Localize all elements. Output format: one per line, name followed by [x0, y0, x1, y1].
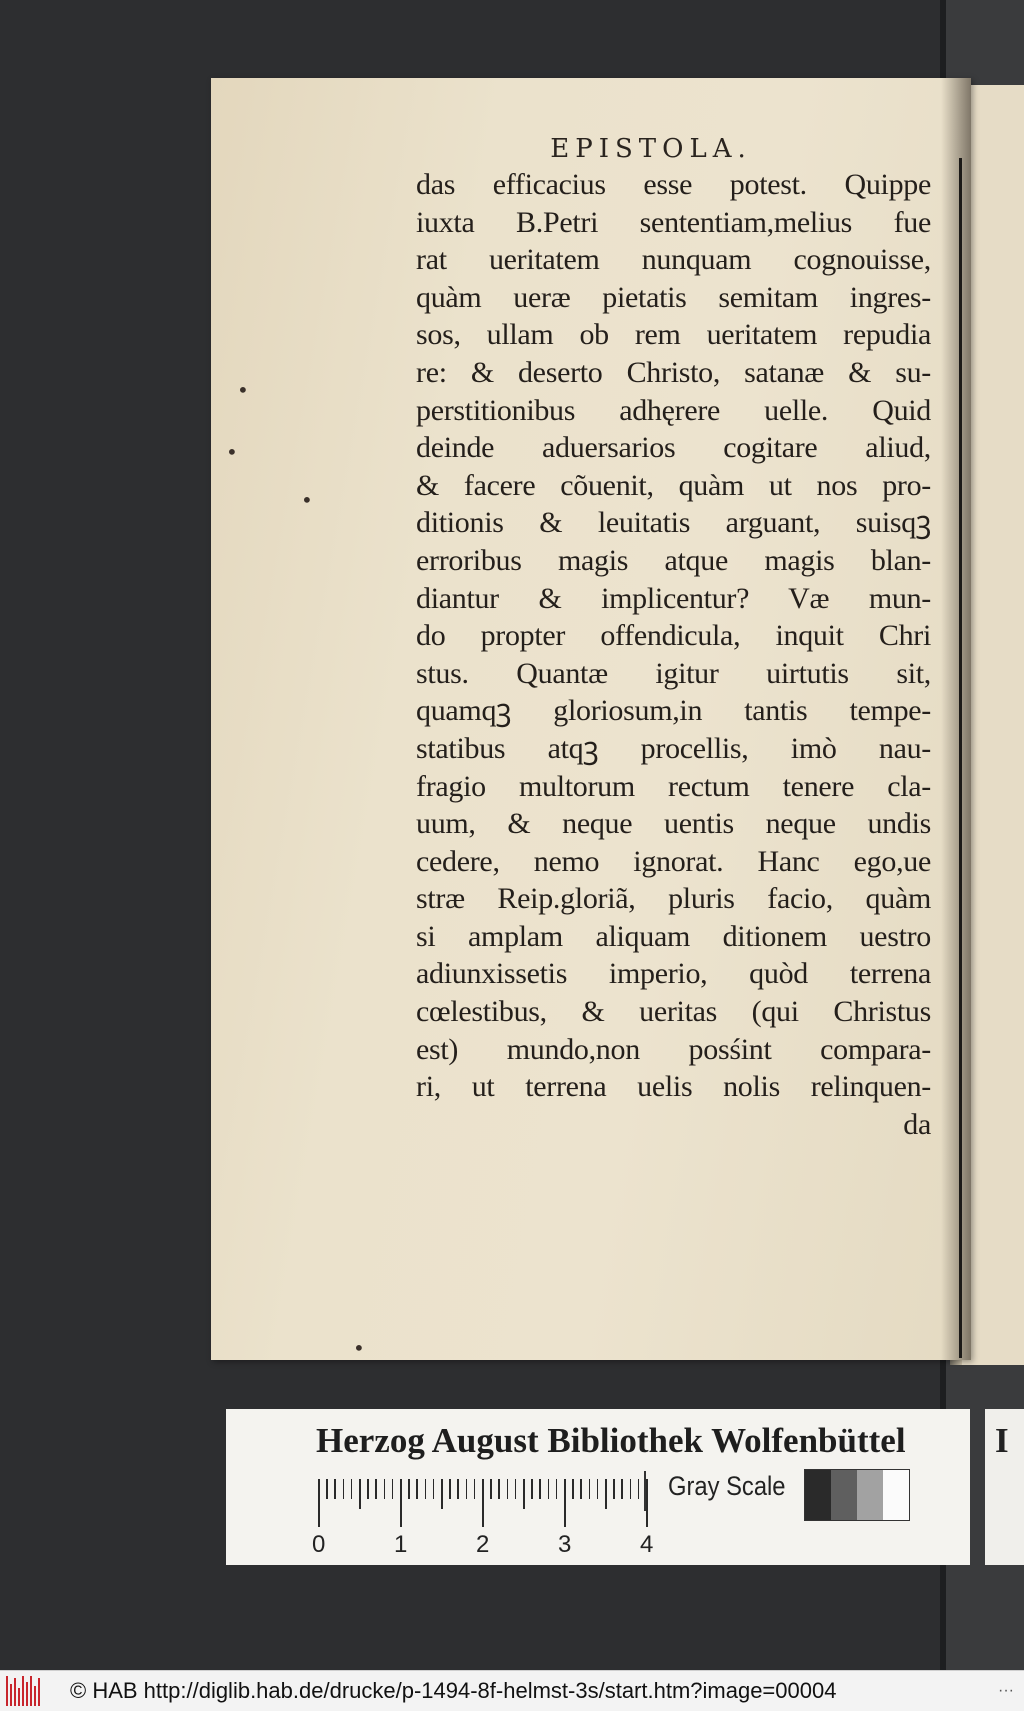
ruler-tick [539, 1479, 541, 1499]
color-calibration-card [226, 1409, 970, 1565]
catchword: da [903, 1107, 931, 1141]
facing-card-glyph: I [995, 1421, 1009, 1460]
ruler-tick [425, 1479, 427, 1499]
ruler-separator [644, 1471, 646, 1511]
logo-bar [38, 1678, 40, 1706]
ruler-number: 0 [312, 1531, 326, 1558]
text-line: re: & deserto Christo, satanæ & su- [416, 355, 931, 389]
ruler-tick [507, 1479, 509, 1499]
running-head: EPISTOLA. [550, 134, 752, 164]
ruler-tick [515, 1479, 517, 1499]
text-line: statibus atqꝫ procellis, imò nau- [416, 731, 931, 765]
ruler-tick [638, 1479, 640, 1499]
more-icon[interactable]: ··· [998, 1682, 1014, 1699]
ruler-tick [408, 1479, 410, 1499]
text-line: est) mundo,non posśint compara- [416, 1032, 931, 1066]
ruler-tick [580, 1479, 582, 1499]
ruler-tick [441, 1479, 443, 1509]
ruler-tick [572, 1479, 574, 1499]
text-line: das efficacius esse potest. Quippe [416, 168, 931, 201]
ruler-tick [498, 1479, 500, 1499]
ruler-tick [490, 1479, 492, 1499]
source-caption[interactable]: © HAB http://diglib.hab.de/drucke/p-1494-8f-helmst-3s/start.htm?image=00004 [70, 1678, 837, 1703]
ruler-tick [605, 1479, 607, 1509]
ruler-number: 4 [640, 1531, 654, 1558]
margin-dot: • [237, 378, 249, 402]
margin-dot: • [301, 488, 313, 512]
gray-swatch [883, 1470, 909, 1520]
ruler-tick [621, 1479, 623, 1499]
margin-dot: • [353, 1336, 365, 1360]
logo-bar [10, 1684, 12, 1706]
text-line: iuxta B.Petri sententiam,melius fue [416, 205, 931, 239]
ruler-number: 1 [394, 1531, 408, 1558]
ruler-tick [326, 1479, 328, 1499]
facing-color-card [985, 1409, 1024, 1565]
gray-swatch [831, 1470, 857, 1520]
text-line: cedere, nemo ignorat. Hanc ego,ue [416, 844, 931, 878]
ruler-tick [613, 1479, 615, 1499]
text-line: rat ueritatem nunquam cognouisse, [416, 243, 931, 277]
hab-logo-icon [6, 1676, 52, 1706]
ruler-tick [589, 1479, 591, 1499]
page-spine-shadow [941, 78, 971, 1360]
text-line: diantur & implicentur? Væ mun- [416, 581, 931, 615]
text-line: adiunxissetis imperio, quòd terrena [416, 957, 931, 991]
ruler-tick [466, 1479, 468, 1499]
text-line: si amplam aliquam ditionem uestro [416, 919, 931, 953]
text-line: ri, ut terrena uelis nolis relinquen- [416, 1070, 931, 1104]
logo-bar [18, 1688, 20, 1706]
text-line: uum, & neque uentis neque undis [416, 807, 931, 841]
ruler-tick [646, 1479, 648, 1527]
ruler-tick [392, 1479, 394, 1499]
ruler-tick [359, 1479, 361, 1509]
book-page [211, 78, 971, 1360]
ruler-tick [334, 1479, 336, 1499]
ruler-tick [548, 1479, 550, 1499]
ruler-tick [449, 1479, 451, 1499]
ruler-tick [482, 1479, 484, 1527]
ruler [312, 1475, 654, 1558]
ruler-number: 3 [558, 1531, 572, 1558]
gray-scale-swatches [804, 1469, 910, 1521]
logo-bar [6, 1676, 8, 1706]
text-line: cœlestibus, & ueritas (qui Christus [416, 995, 931, 1029]
logo-bar [14, 1678, 16, 1706]
ruler-tick [523, 1479, 525, 1509]
text-line: erroribus magis atque magis blan- [416, 543, 931, 577]
gray-swatch [805, 1470, 831, 1520]
text-line: fragio multorum rectum tenere cla- [416, 769, 931, 803]
text-block [416, 166, 931, 1143]
ruler-tick [416, 1479, 418, 1499]
page-gutter-line [959, 158, 962, 1358]
gray-scale-label: Gray Scale [668, 1471, 786, 1501]
ruler-tick [351, 1479, 353, 1499]
ruler-tick [343, 1479, 345, 1499]
ruler-tick [318, 1479, 320, 1527]
ruler-tick [384, 1479, 386, 1499]
text-line: stræ Reip.gloriã, pluris facio, quàm [416, 882, 931, 916]
ruler-number: 2 [476, 1531, 490, 1558]
logo-bar [22, 1676, 24, 1706]
text-line: perstitionibus adhęrere uelle. Quid [416, 393, 931, 427]
text-line: do propter offendicula, inquit Chri [416, 619, 931, 653]
logo-bar [34, 1686, 36, 1706]
ruler-tick [375, 1479, 377, 1499]
text-line: & facere cõuenit, quàm ut nos pro- [416, 468, 931, 502]
gray-swatch [857, 1470, 883, 1520]
ruler-tick [630, 1479, 632, 1499]
ruler-tick [531, 1479, 533, 1499]
ruler-tick [597, 1479, 599, 1499]
logo-bar [26, 1682, 28, 1706]
ruler-tick [367, 1479, 369, 1499]
margin-dot: • [226, 440, 238, 464]
text-line: quamqꝫ gloriosum,in tantis tempe- [416, 694, 931, 728]
ruler-tick [556, 1479, 558, 1499]
ruler-tick [474, 1479, 476, 1499]
ruler-tick [433, 1479, 435, 1499]
card-title: Herzog August Bibliothek Wolfenbüttel [316, 1421, 906, 1460]
text-line: quàm ueræ pietatis semitam ingres- [416, 280, 931, 314]
text-line: deinde aduersarios cogitare aliud, [416, 431, 931, 465]
ruler-tick [564, 1479, 566, 1527]
status-bar [0, 1670, 1024, 1711]
ruler-tick [400, 1479, 402, 1527]
text-line: sos, ullam ob rem ueritatem repudia [416, 318, 931, 352]
text-line: ditionis & leuitatis arguant, suisqꝫ [416, 506, 931, 540]
logo-bar [30, 1676, 32, 1706]
ruler-tick [457, 1479, 459, 1499]
text-line: stus. Quantæ igitur uirtutis sit, [416, 656, 931, 690]
